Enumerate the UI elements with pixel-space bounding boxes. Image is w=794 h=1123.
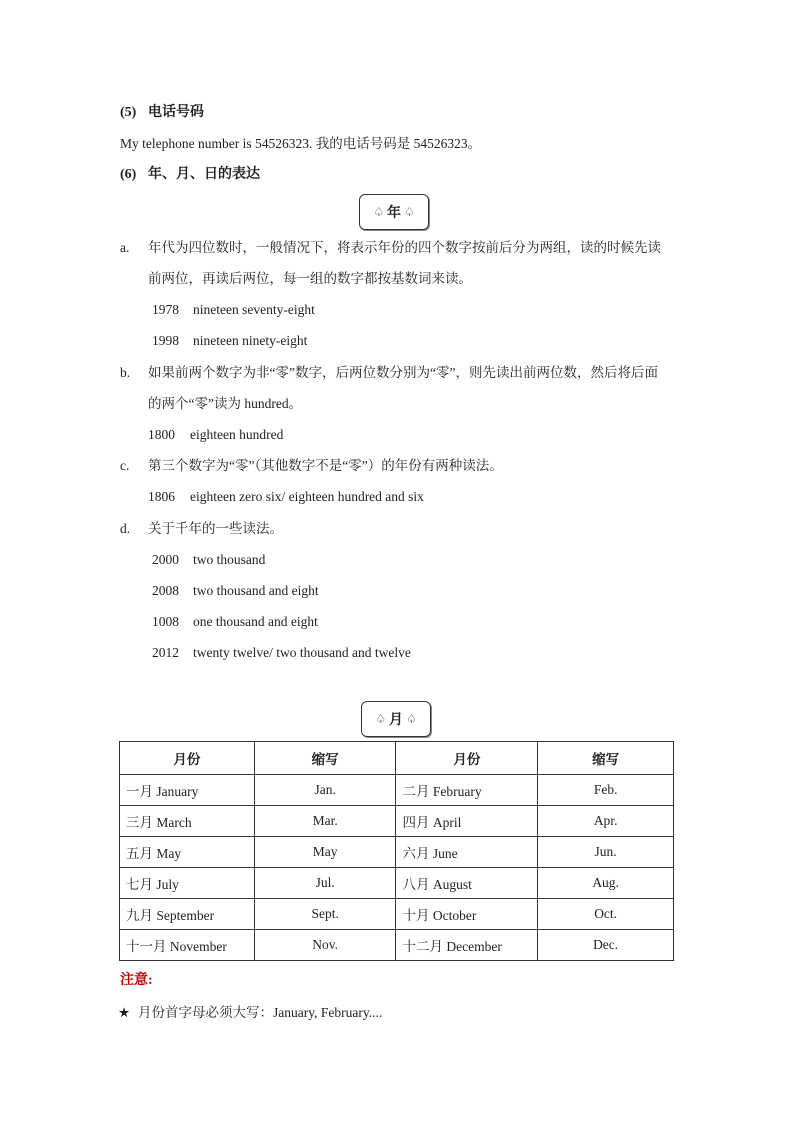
spade-ornament-icon: ♤ (404, 204, 415, 219)
rule-c-label: c. (120, 458, 130, 473)
table-row (120, 837, 674, 868)
abbr-cell: Jul. (254, 868, 396, 899)
example-year: 1806 (148, 489, 175, 504)
example-year: 2000 (152, 552, 179, 567)
example-reading: twenty twelve/ two thousand and twelve (193, 645, 411, 660)
abbr-cell: Feb. (538, 775, 674, 806)
example-reading: two thousand (193, 552, 266, 567)
example-row (148, 428, 283, 442)
rule-b-line2: 的两个“零”读为 hundred。 (148, 396, 303, 411)
example-row (152, 334, 307, 348)
month-cell: 一月 January (120, 775, 255, 806)
month-table (119, 741, 674, 961)
month-cell: 十二月 December (396, 930, 538, 961)
example-reading: nineteen seventy-eight (193, 302, 315, 317)
abbr-cell: Jun. (538, 837, 674, 868)
abbr-cell: May (254, 837, 396, 868)
example-year: 1800 (148, 427, 175, 442)
abbr-cell: Jan. (254, 775, 396, 806)
section-6-title: 年、月、日的表达 (148, 167, 260, 182)
rule-d-text-1: 关于千年的一些读法。 (148, 521, 283, 536)
abbr-cell: Aug. (538, 868, 674, 899)
section-5-title: 电话号码 (148, 105, 204, 120)
abbr-cell: Mar. (254, 806, 396, 837)
example-row (152, 615, 318, 629)
note-item-text: 月份首字母必须大写：January, February.... (138, 1005, 383, 1020)
table-header-row (120, 742, 674, 775)
section-5-heading (120, 106, 204, 120)
example-reading: one thousand and eight (193, 614, 318, 629)
rule-b-line1 (120, 366, 658, 380)
rule-a-text-1: 年代为四位数时，一般情况下，将表示年份的四个数字按前后分为两组，读的时候先读 (148, 240, 661, 255)
rule-c-line1 (120, 459, 503, 473)
rule-a-line1 (120, 241, 661, 255)
table-row (120, 868, 674, 899)
example-row (152, 646, 411, 660)
rule-a-line2: 前两位，再读后两位，每一组的数字都按基数词来读。 (148, 271, 472, 286)
header-month: 月份 (120, 742, 255, 775)
month-label: 月 (389, 713, 403, 728)
section-5-number: (5) (120, 105, 137, 120)
example-year: 1998 (152, 333, 179, 348)
header-abbr: 缩写 (254, 742, 396, 775)
month-label-box (361, 701, 431, 737)
abbr-cell: Nov. (254, 930, 396, 961)
example-row (148, 490, 424, 504)
month-cell: 十月 October (396, 899, 538, 930)
month-cell: 九月 September (120, 899, 255, 930)
star-icon: ★ (118, 1005, 131, 1020)
example-year: 1978 (152, 302, 179, 317)
example-reading: two thousand and eight (193, 583, 319, 598)
month-cell: 四月 April (396, 806, 538, 837)
year-label-box (359, 194, 429, 230)
month-cell: 六月 June (396, 837, 538, 868)
section-6-number: (6) (120, 167, 137, 182)
table-row (120, 899, 674, 930)
spade-ornament-icon: ♤ (375, 711, 386, 726)
example-row (152, 553, 265, 567)
example-reading: nineteen ninety-eight (193, 333, 308, 348)
rule-b-text-1: 如果前两个数字为非“零”数字，后两位数分别为“零”，则先读出前两位数，然后将后面 (148, 365, 658, 380)
example-year: 2008 (152, 583, 179, 598)
abbr-cell: Sept. (254, 899, 396, 930)
example-year: 1008 (152, 614, 179, 629)
table-row (120, 930, 674, 961)
section-6-heading (120, 168, 260, 182)
table-row (120, 806, 674, 837)
month-cell: 五月 May (120, 837, 255, 868)
rule-d-label: d. (120, 521, 131, 536)
month-cell: 二月 February (396, 775, 538, 806)
note-item (118, 1006, 382, 1020)
abbr-cell: Oct. (538, 899, 674, 930)
example-reading: eighteen hundred (190, 427, 284, 442)
note-title: 注意: (120, 973, 153, 988)
rule-b-label: b. (120, 365, 131, 380)
spade-ornament-icon: ♤ (406, 711, 417, 726)
phone-example: My telephone number is 54526323. 我的电话号码是 54526323。 (120, 136, 482, 151)
year-label: 年 (387, 206, 401, 221)
rule-c-text-1: 第三个数字为“零”（其他数字不是“零”）的年份有两种读法。 (148, 458, 503, 473)
month-cell: 十一月 November (120, 930, 255, 961)
example-row (152, 303, 315, 317)
month-cell: 八月 August (396, 868, 538, 899)
rule-a-label: a. (120, 240, 130, 255)
month-cell: 七月 July (120, 868, 255, 899)
abbr-cell: Dec. (538, 930, 674, 961)
spade-ornament-icon: ♤ (373, 204, 384, 219)
header-month: 月份 (396, 742, 538, 775)
table-row (120, 775, 674, 806)
rule-d-line1 (120, 522, 283, 536)
example-reading: eighteen zero six/ eighteen hundred and six (190, 489, 424, 504)
month-cell: 三月 March (120, 806, 255, 837)
example-row (152, 584, 319, 598)
abbr-cell: Apr. (538, 806, 674, 837)
example-year: 2012 (152, 645, 179, 660)
header-abbr: 缩写 (538, 742, 674, 775)
